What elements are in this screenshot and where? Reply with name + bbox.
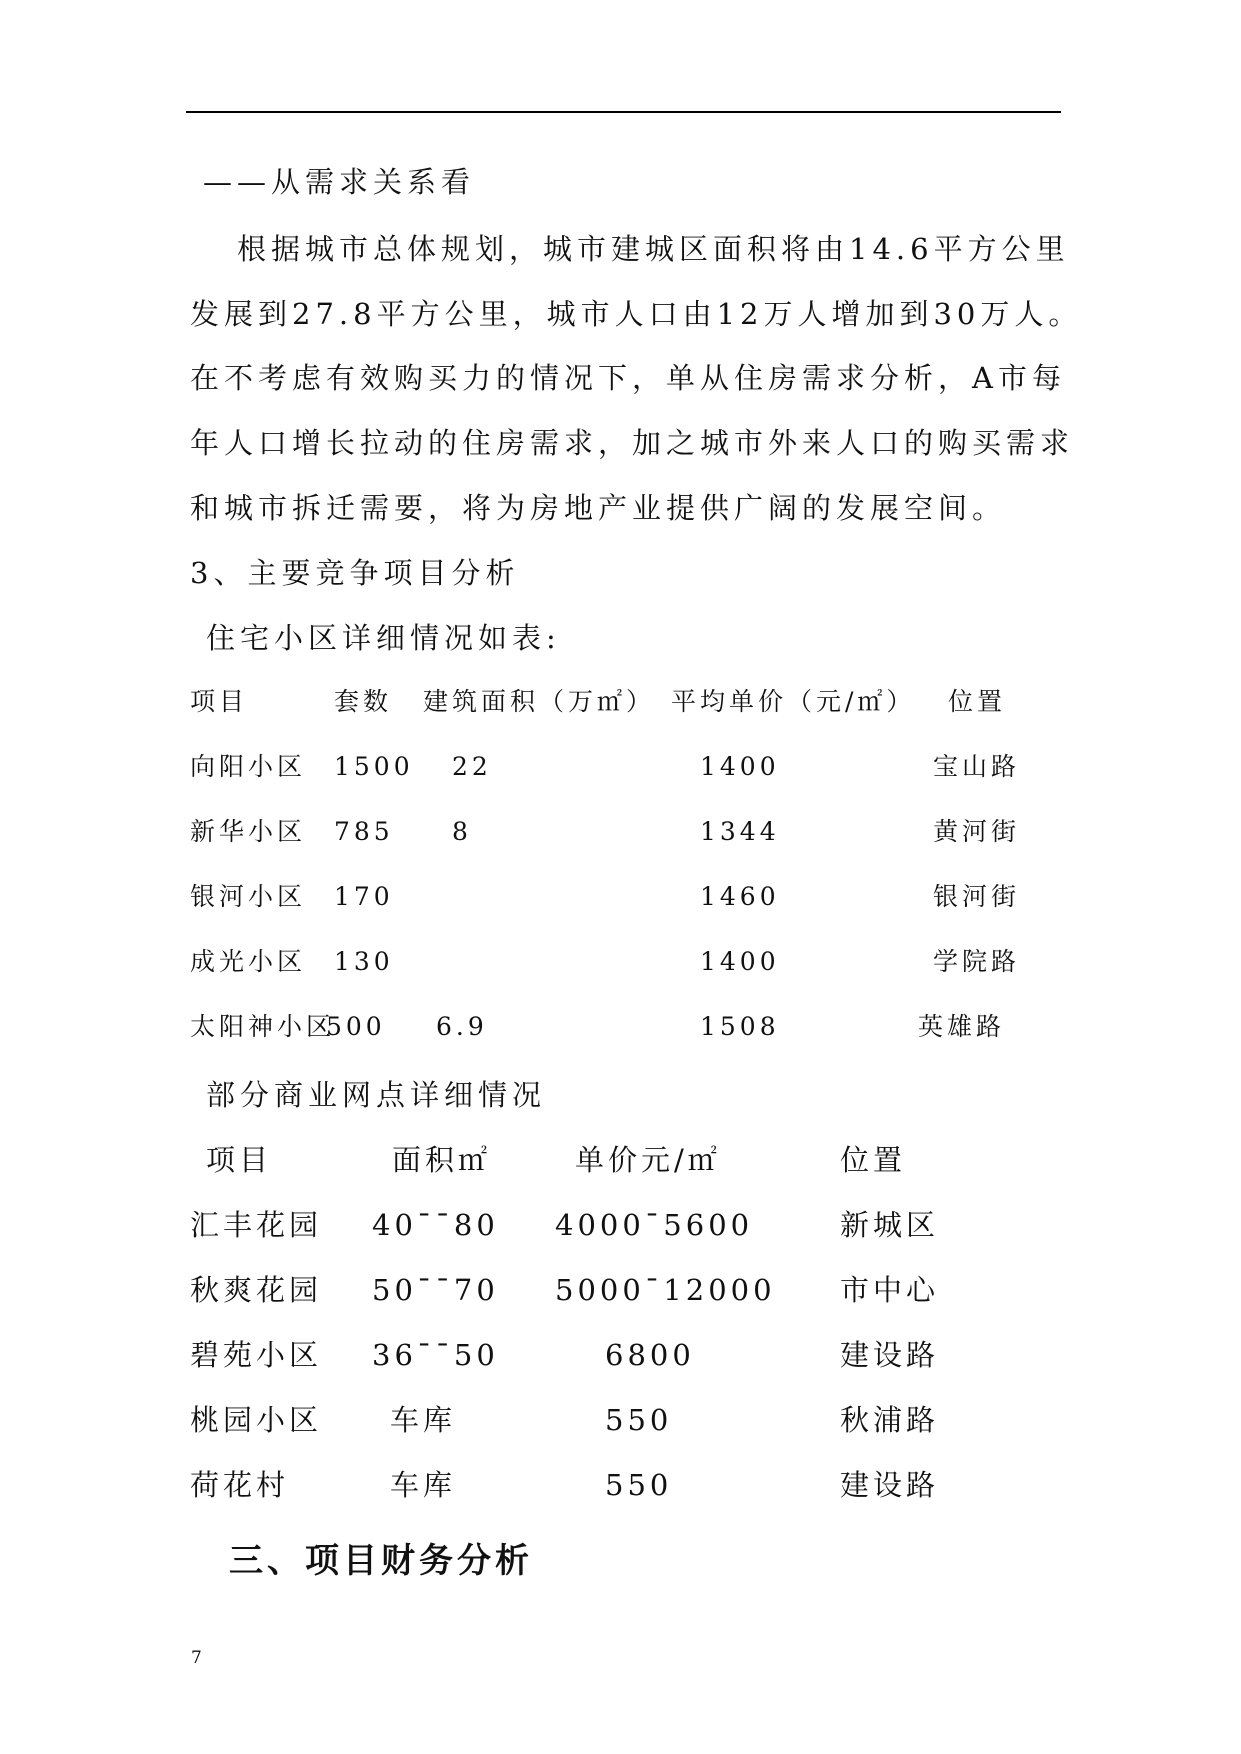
residential-cell-area: 22 — [452, 752, 492, 781]
residential-cell-units: 500 — [326, 1012, 386, 1041]
commercial-cell-area: 车库 — [390, 1403, 457, 1437]
residential-cell-project: 银河小区 — [190, 882, 307, 911]
commercial-cell-project: 汇丰花园 — [190, 1208, 323, 1242]
residential-cell-project: 成光小区 — [190, 947, 307, 976]
commercial-cell-area: 36¯¯50 — [372, 1338, 499, 1372]
demand-paragraph-line-1: 根据城市总体规划，城市建城区面积将由14.6平方公里 — [237, 232, 1070, 266]
commercial-cell-price: 550 — [605, 1403, 673, 1437]
commercial-header-location: 位置 — [840, 1143, 907, 1177]
residential-cell-location: 宝山路 — [933, 752, 1021, 781]
residential-cell-price: 1400 — [700, 752, 780, 781]
commercial-cell-location: 建设路 — [840, 1338, 940, 1372]
residential-cell-location: 银河街 — [933, 882, 1021, 911]
commercial-cell-project: 桃园小区 — [190, 1403, 323, 1437]
commercial-intro: 部分商业网点详细情况 — [206, 1078, 547, 1112]
residential-cell-price: 1344 — [700, 817, 780, 846]
residential-cell-price: 1460 — [700, 882, 780, 911]
demand-paragraph-line-2: 发展到27.8平方公里，城市人口由12万人增加到30万人。 — [190, 297, 1083, 331]
residential-cell-project: 新华小区 — [190, 817, 307, 846]
demand-paragraph-line-5: 和城市拆迁需要，将为房地产业提供广阔的发展空间。 — [190, 491, 1007, 525]
commercial-header-price: 单价元/㎡ — [575, 1143, 721, 1177]
commercial-cell-location: 建设路 — [840, 1468, 940, 1502]
residential-cell-location: 学院路 — [933, 947, 1021, 976]
residential-cell-units: 170 — [334, 882, 394, 911]
demand-paragraph-line-3: 在不考虑有效购买力的情况下，单从住房需求分析，A市每 — [190, 361, 1066, 395]
commercial-cell-location: 新城区 — [840, 1208, 940, 1242]
commercial-cell-area: 50¯¯70 — [372, 1273, 499, 1307]
commercial-cell-area: 车库 — [390, 1468, 457, 1502]
residential-cell-location: 英雄路 — [918, 1012, 1006, 1041]
residential-cell-units: 1500 — [334, 752, 414, 781]
residential-cell-project: 向阳小区 — [190, 752, 307, 781]
residential-cell-price: 1508 — [700, 1012, 780, 1041]
commercial-cell-price: 4000¯5600 — [555, 1208, 754, 1242]
commercial-cell-project: 荷花村 — [190, 1468, 290, 1502]
residential-header-units: 套数 — [334, 687, 393, 716]
demand-paragraph-line-4: 年人口增长拉动的住房需求，加之城市外来人口的购买需求 — [190, 426, 1075, 460]
commercial-cell-area: 40¯¯80 — [372, 1208, 499, 1242]
demand-subtitle: ——从需求关系看 — [203, 165, 476, 199]
header-rule — [186, 111, 1061, 113]
commercial-cell-price: 6800 — [605, 1338, 695, 1372]
commercial-cell-location: 秋浦路 — [840, 1403, 940, 1437]
commercial-cell-project: 碧苑小区 — [190, 1338, 323, 1372]
residential-header-price: 平均单价（元/㎡） — [671, 687, 916, 716]
residential-cell-units: 130 — [334, 947, 394, 976]
residential-cell-price: 1400 — [700, 947, 780, 976]
residential-cell-area: 6.9 — [436, 1012, 488, 1041]
residential-header-area: 建筑面积（万㎡） — [423, 687, 656, 716]
commercial-header-project: 项目 — [206, 1143, 273, 1177]
residential-header-project: 项目 — [190, 687, 249, 716]
commercial-cell-project: 秋爽花园 — [190, 1273, 323, 1307]
residential-intro: 住宅小区详细情况如表: — [206, 621, 561, 655]
residential-cell-units: 785 — [334, 817, 394, 846]
residential-cell-project: 太阳神小区 — [190, 1012, 336, 1041]
residential-header-location: 位置 — [948, 687, 1007, 716]
commercial-cell-location: 市中心 — [840, 1273, 940, 1307]
section-heading: 三、项目财务分析 — [229, 1541, 533, 1581]
commercial-cell-price: 550 — [605, 1468, 673, 1502]
competition-heading: 3、主要竞争项目分析 — [190, 556, 520, 590]
residential-cell-location: 黄河街 — [933, 817, 1021, 846]
page-number: 7 — [191, 1648, 202, 1668]
commercial-header-area: 面积㎡ — [392, 1143, 492, 1177]
residential-cell-area: 8 — [452, 817, 472, 846]
commercial-cell-price: 5000¯12000 — [555, 1273, 776, 1307]
